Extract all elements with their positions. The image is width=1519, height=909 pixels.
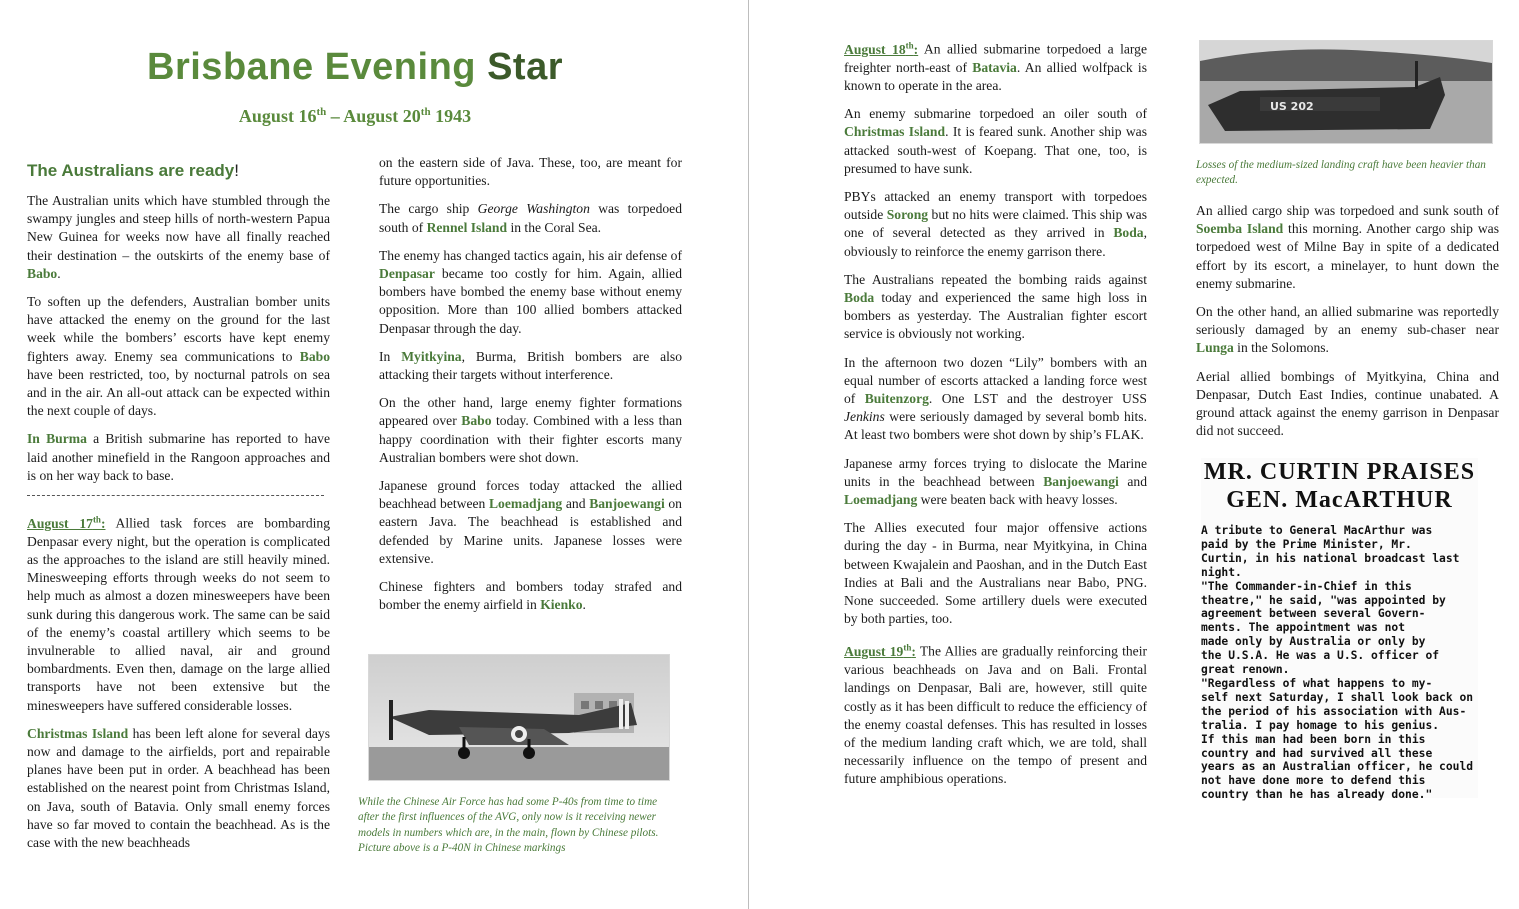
- clipping-headline-2: GEN. MacARTHUR: [1226, 487, 1453, 513]
- paragraph: An enemy submarine torpedoed an oiler south of Christmas Island. It is feared sunk. Another ship was attacked south-west of Koepang. That one, too, is presumed to have sunk.: [844, 106, 1148, 176]
- boat-hull-number: US 202: [1270, 100, 1314, 113]
- clipping-line: great renown.: [1201, 663, 1290, 677]
- masthead-title-star: Star: [487, 46, 563, 88]
- paragraph: Chinese fighters and bombers today strafed and bomber the enemy airfield in Kienko.: [379, 579, 682, 613]
- paragraph: An allied cargo ship was torpedoed and sunk south of Soemba Island this morning. Another cargo ship was torpedoed west of Milne Bay in spite of a dedicated effort by its escort, a minelayer, to hunt down the enemy submarine.: [1196, 203, 1499, 291]
- paragraph: In Burma a British submarine has reported to have laid another minefield in the Rangoon approaches and is on her way back to base.: [27, 431, 330, 483]
- paragraph: The Australian units which have stumbled through the swampy jungles and steep hills of north-western Papua New Guinea for weeks now have all finally reached their destination – the outskirts of the enemy base of Babo.: [27, 193, 330, 281]
- paragraph: PBYs attacked an enemy transport with torpedoes outside Sorong but no hits were claimed. This ship was one of several detected as they arrived in Boda, obviously to reinforce the enemy garrison there.: [844, 188, 1147, 259]
- clipping-line: agreement between several Govern-: [1201, 607, 1426, 621]
- clipping-line: years as an Australian officer, he could: [1201, 760, 1474, 774]
- clipping-body: [1201, 524, 1478, 802]
- paragraph: The Australians repeated the bombing raids against Boda today and experienced the same high loss in bombers as yesterday. The Australian fighter escort service is obviously not working.: [844, 271, 1147, 342]
- landing-craft-photo: [1199, 40, 1493, 144]
- clipping-line: the U.S.A. He was a U.S. officer of: [1201, 649, 1440, 663]
- paragraph: On the other hand, large enemy fighter formations appeared over Babo today. Combined with a less than happy coordination with their fighter escorts many Australian bombers were shot down.: [379, 395, 682, 465]
- paragraph: on the eastern side of Java. These, too, are meant for future opportunities.: [379, 155, 682, 189]
- paragraph: The Allies executed four major offensive actions during the day - in Burma, near Myitkyina, in China between Kwajalein and Paoshan, and in the Dutch East Indies at Bali and the Australians near Babo, PNG. None succeeded. Some artillery duels were executed by both parties, too.: [844, 520, 1147, 627]
- clipping-line: If this man had been born in this: [1201, 732, 1426, 746]
- column-1: [27, 160, 330, 862]
- paragraph: August 19th: The Allies are gradually reinforcing their various beachheads on Java and on Bali. Frontal landings on Denpasar, Bali are, however, still quite costly as it has been difficult to reduce the efficiency of the enemy coastal defenses. This has resulted in losses of the medium landing craft which, we are told, shall necessarily influence on the tempo of present and future amphibious operations.: [844, 642, 1147, 787]
- clipping-line: night.: [1201, 565, 1242, 579]
- paragraph: Japanese ground forces today attacked the allied beachhead between Loemadjang and Banjoewangi on eastern Java. The beachhead is established and defended by Marine units. Japanese losses were extensive.: [379, 478, 682, 566]
- paragraph: The cargo ship George Washington was torpedoed south of Rennel Island in the Coral Sea.: [379, 201, 682, 235]
- clipping-line: country and had survived all these: [1201, 746, 1433, 760]
- clipping-headline-1: MR. CURTIN PRAISES: [1203, 459, 1476, 485]
- clipping-line: paid by the Prime Minister, Mr.: [1201, 537, 1412, 551]
- paragraph: The enemy has changed tactics again, his air defense of Denpasar became too costly for him. Again, allied bombers have bombed the enemy base without enemy opposition. More than 100 allied bombers attacked Denpasar through the day.: [379, 247, 682, 336]
- date-label: August 19th:: [844, 642, 916, 659]
- paragraph: In the afternoon two dozen “Lily” bombers with an equal number of escorts attacked a landing force west of Buitenzorg. One LST and the destroyer USS Jenkins were seriously damaged by several bomb hits. At least two bombers were shot down by ship’s FLAK.: [844, 354, 1147, 443]
- clipping-line: A tribute to General MacArthur was: [1201, 524, 1433, 537]
- date-label: August 18th:: [844, 40, 919, 57]
- clipping-line: "The Commander-in-Chief in this: [1201, 579, 1412, 593]
- masthead-title: [20, 46, 690, 89]
- clipping-line: tralia. I pay homage to his genius.: [1201, 718, 1440, 732]
- clipping-line: Curtin, in his national broadcast last: [1201, 551, 1460, 565]
- column-2: [379, 154, 682, 624]
- headline: The Australians are ready!: [27, 161, 239, 180]
- paragraph: On the other hand, an allied submarine was reportedly seriously damaged by an enemy sub-chaser near Lunga in the Solomons.: [1196, 304, 1499, 356]
- page-divider: [748, 0, 749, 909]
- paragraph: To soften up the defenders, Australian bomber units have attacked the enemy on the ground for the last week while the bombers’ escorts have kept enemy fighters away. Enemy sea communications to Babo have been restricted, too, by nocturnal patrols on sea and in the air. An all-out attack can be expected within the next couple of days.: [27, 294, 330, 419]
- masthead-title-main: Brisbane Evening: [147, 46, 488, 88]
- clipping-line: made only by Australia or only by: [1201, 635, 1426, 649]
- paragraph: Christmas Island has been left alone for several days now and damage to the airfields, port and repairable planes have been put in order. A beachhead has been established on the nearest point from Christmas Island, on Java, south of Batavia. Only small enemy forces have so far moved to contain the beachhead. As is the case with the new beachheads: [27, 725, 330, 851]
- clipping-line: self next Saturday, I shall look back on: [1201, 690, 1474, 704]
- p40-photo-caption: While the Chinese Air Force has had some P-40s from time to time after the first influences of the AVG, only now is it receiving newer models in numbers which are, in the main, flown by Chinese pilots. Picture above is a P-40N in Chinese markings: [358, 796, 659, 855]
- paragraph: August 18th: An allied submarine torpedoed a large freighter north-east of Batavia. An allied wolfpack is known to operate in the area.: [844, 40, 1148, 93]
- paragraph: August 17th: Allied task forces are bombarding Denpasar every night, but the operation is complicated as the approaches to the island are still heavily mined. Minesweeping efforts through weeks do not seem to help much as almost a dozen minesweepers have been sunk during this dangerous work. The same can be said of the enemy’s coastal artillery which seems to be invulnerable to allied naval, air and ground bombardments. Even then, damage on the large allied transports have not been extensive but the minesweepers have suffered considerable losses.: [27, 514, 330, 713]
- masthead-dates: August 16th – August 20th 1943: [238, 106, 472, 126]
- section-divider: [27, 495, 324, 496]
- column-4: [1196, 202, 1499, 450]
- paragraph: Japanese army forces trying to dislocate the Marine units in the beachhead between Banjoewangi and Loemadjang were beaten back with heavy losses.: [844, 455, 1147, 507]
- clipping-line: ments. The appointment was not: [1201, 621, 1406, 635]
- landing-craft-caption: Losses of the medium-sized landing craft have been heavier than expected.: [1196, 159, 1486, 187]
- clipping-line: "Regardless of what happens to my-: [1201, 676, 1433, 690]
- paragraph: Aerial allied bombings of Myitkyina, China and Denpasar, Dutch East Indies, continue unabated. A ground attack against the enemy garrison in Denpasar did not succeed.: [1196, 368, 1499, 439]
- p40-aircraft-photo: [368, 654, 670, 781]
- clipping-line: country than he has already done.": [1201, 788, 1433, 802]
- clipping-line: the period of his association with Aus-: [1201, 704, 1467, 718]
- column-3: [844, 36, 1147, 799]
- clipping-line: not have done more to defend this: [1201, 774, 1426, 788]
- newspaper-clipping: [1201, 458, 1478, 802]
- clipping-line: theatre," he said, "was appointed by: [1201, 593, 1446, 607]
- paragraph: In Myitkyina, Burma, British bombers are also attacking their targets without interference.: [379, 348, 682, 383]
- date-label: August 17th:: [27, 514, 106, 531]
